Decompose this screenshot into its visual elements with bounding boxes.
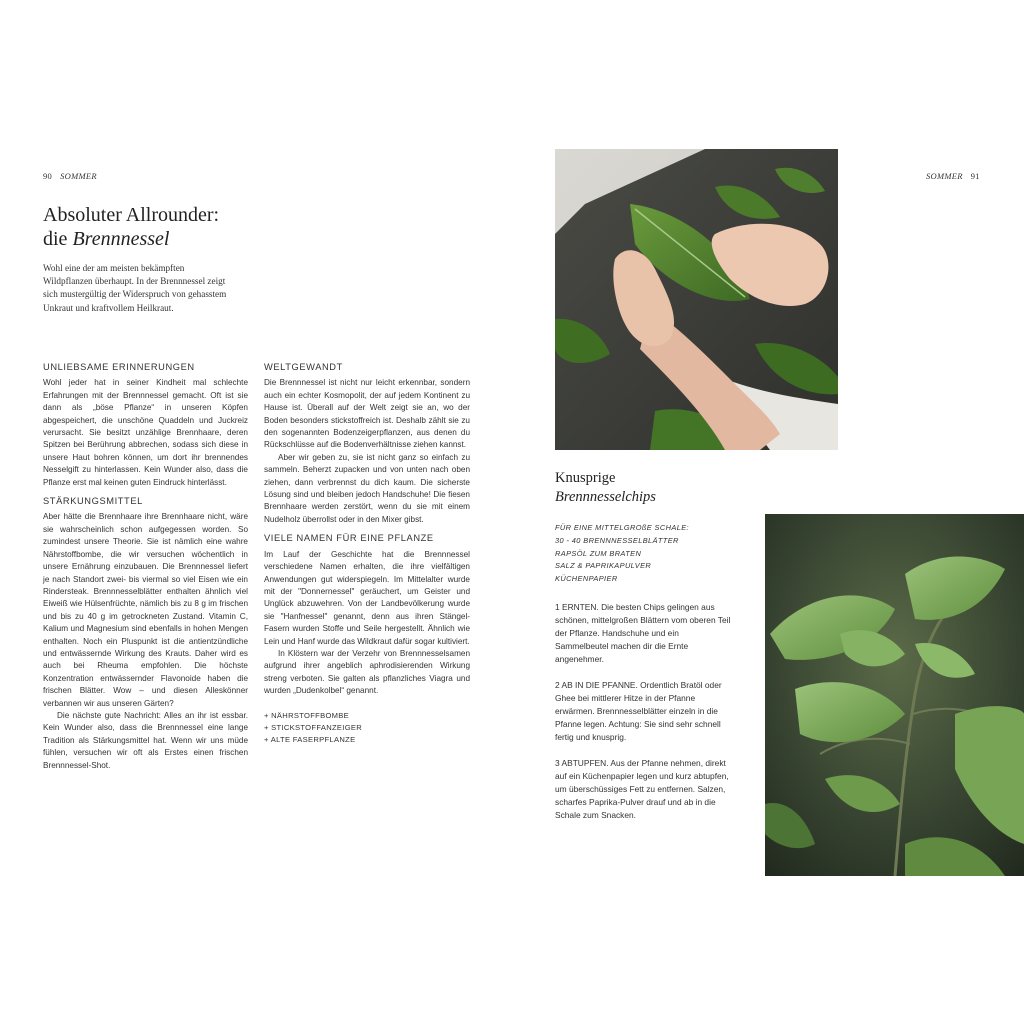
article-lead: Wohl eine der am meisten bekämpften Wildpflanzen überhaupt. In der Brennnessel zeigt sich mustergültig der Widerspruch von gehasstem Unkraut und kraftvollem Heilkraut. [43, 263, 227, 313]
section-label-left: SOMMER [60, 171, 97, 181]
ingredient-list [555, 522, 755, 586]
article-title [43, 203, 343, 251]
page-number-left: 90 [43, 171, 53, 181]
section-label-right: SOMMER [926, 171, 963, 181]
title-line-1: Absoluter Allrounder: [43, 204, 220, 226]
photo-nettle-plant [765, 514, 1024, 876]
title-prefix: die [43, 228, 73, 250]
ingredient-item: KÜCHENPAPIER [555, 574, 618, 584]
recipe-title-line-1: Knusprige [555, 470, 616, 486]
heading-staerkungsmittel: STÄRKUNGSMITTEL [43, 496, 143, 507]
heading-unliebsame: UNLIEBSAME ERINNERUNGEN [43, 362, 195, 372]
paragraph: Im Lauf der Geschichte hat die Brennnessel verschiedene Namen erhalten, die ihre vielfältigen Anwendungen gut widerspiegeln. Im Mittelalter wurde mit der "Donnernessel" geräuchert, um Geister und Unglück abzuwehren. Von der Landbevölkerung wurde sie "Hanfnessel" genannt, denn aus ihren Stängel-Fasern wurden Stoffe und Seile hergestellt. Ähnlich wie Lein und Hanf wurde das Wildkraut dafür sogar kultiviert. [264, 549, 470, 646]
right-page-folio [926, 171, 980, 181]
recipe-step-2: 2 AB IN DIE PFANNE. Ordentlich Bratöl oder Ghee bei mittlerer Hitze in der Pfanne erwärmen. Brennnesselblätter einzeln in die Pfanne legen. Achtung: Sie sind sehr schnell fertig und knusprig. [555, 680, 722, 742]
ingredient-item: SALZ & PAPRIKAPULVER [555, 561, 652, 571]
paragraph: Wohl jeder hat in seiner Kindheit mal schlechte Erfahrungen mit der Brennnessel gemacht. Oft ist sie dann als „böse Pflanze“ in unseren Köpfen abgespeichert, die unschöne Quaddeln und Juckreiz verursacht. Sie besitzt unzählige Brennhaare, deren Spitzen bei Berührung abbrechen, sodass sich diese in unsere Haut bohren können, um dort ihr brennendes Nesselgift zu hinterlassen. Kein Wunder also, dass die Pflanze erst mal keinen guten Eindruck hinterlässt. [43, 378, 248, 487]
recipe-step-3: 3 ABTUPFEN. Aus der Pfanne nehmen, direkt auf ein Küchenpapier legen und kurz abtupfen, um überschüssiges Fett zu entfernen. Salzen, scharfes Paprika-Pulver drauf und ab in die Schale zum Snacken. [555, 758, 729, 820]
photo-hands-nettle [555, 149, 838, 450]
recipe-title-line-2: Brennnesselchips [555, 489, 656, 505]
ingredient-item: 30 - 40 BRENNNESSELBLÄTTER [555, 535, 679, 545]
recipe-title [555, 469, 656, 507]
title-line-2 [43, 227, 343, 251]
heading-weltgewandt: WELTGEWANDT [264, 362, 343, 372]
paragraph: Die Brennnessel ist nicht nur leicht erkennbar, sondern auch ein echter Kosmopolit, der auf jedem Kontinent zu Hause ist. Überall auf der Welt zeigt sie an, wo der Boden besonders stickstoffreich ist. Deshalb zählt sie zu den sogenannten Bodenzeigerpflanzen, aus denen du Rückschlüsse auf die Bodenverhältnisse ziehen kannst. [264, 378, 470, 450]
paragraph: Aber wir geben zu, sie ist nicht ganz so einfach zu sammeln. Beherzt zupacken und von unten nach oben ziehen, dann verbrennst du dich kaum. Die sicherste Lösung sind und bleiben jedoch Handschuhe! Die fiesen Brennhaare werden zerstört, wenn du sie mit einem Nudelholz überrollst oder in den Mixer gibst. [264, 452, 470, 524]
page-number-right: 91 [970, 171, 980, 181]
photo-nettle-plant-image [765, 514, 1024, 876]
heading-viele-namen: VIELE NAMEN FÜR EINE PFLANZE [264, 533, 434, 544]
ingredient-item: RAPSÖL ZUM BRATEN [555, 548, 642, 558]
recipe-steps [555, 601, 731, 835]
tag-list [264, 710, 470, 747]
column-2 [264, 361, 470, 747]
recipe-step-1: 1 ERNTEN. Die besten Chips gelingen aus schönen, mittelgroßen Blättern vom oberen Teil der Pflanze. Handschuhe und ein Sammelbeutel machen dir die Ernte angenehmer. [555, 602, 731, 664]
paragraph: Aber hätte die Brennhaare ihre Brennhaare nicht, wäre sie wahrscheinlich schon aufgegessen worden. So zumindest unsere Theorie. Sie ist nämlich eine wahre Nährstoffbombe, die wir versuchen wöchentlich in unsere Ernährung einzubauen. Die Brennnessel liefert je nach Standort zwei- bis viermal so viel Eisen wie ein Rindersteak. Brennnesselblätter enthalten ähnlich viel Eiweiß wie Hülsenfrüchte, nämlich bis zu 8 g im frischen und bis zu 40 g im getrockneten Zustand. Vitamin C, Kalium und Magnesium sind ebenfalls in hohen Mengen enthalten. Noch ein Pluspunkt ist die antientzündliche und entwässernde Wirkung des Krauts. Daher wird es auch bei Rheuma empfohlen. Die höchste Konzentration entwässernder Flavonoide haben die frischen Blätter. Wow – und diesen Alleskönner verbannen wir aus unseren Gärten? [43, 512, 248, 708]
photo-hands-nettle-image [555, 149, 838, 450]
ingredient-item: FÜR EINE MITTELGROßE SCHALE: [555, 523, 689, 532]
left-page-folio [43, 171, 97, 181]
tag-item: + STICKSTOFFANZEIGER [264, 722, 363, 732]
paragraph: Die nächste gute Nachricht: Alles an ihr ist essbar. Kein Wunder also, dass die Brennnessel eine lange Tradition als Stärkungsmittel hat. Wenn wir uns müde fühlen, versuchen wir oft als Erstes einen frischen Brennnessel-Shot. [43, 710, 248, 770]
title-italic: Brennnessel [72, 228, 170, 250]
paragraph: In Klöstern war der Verzehr von Brennnesselsamen aufgrund ihrer angeblich aphrodisierenden Wirkung streng verboten. Sie galten als pflanzliches Viagra und wurden „Dudenkolbel“ genannt. [264, 648, 470, 696]
tag-item: + NÄHRSTOFFBOMBE [264, 710, 350, 720]
tag-item: + ALTE FASERPFLANZE [264, 735, 356, 745]
column-1 [43, 361, 248, 772]
